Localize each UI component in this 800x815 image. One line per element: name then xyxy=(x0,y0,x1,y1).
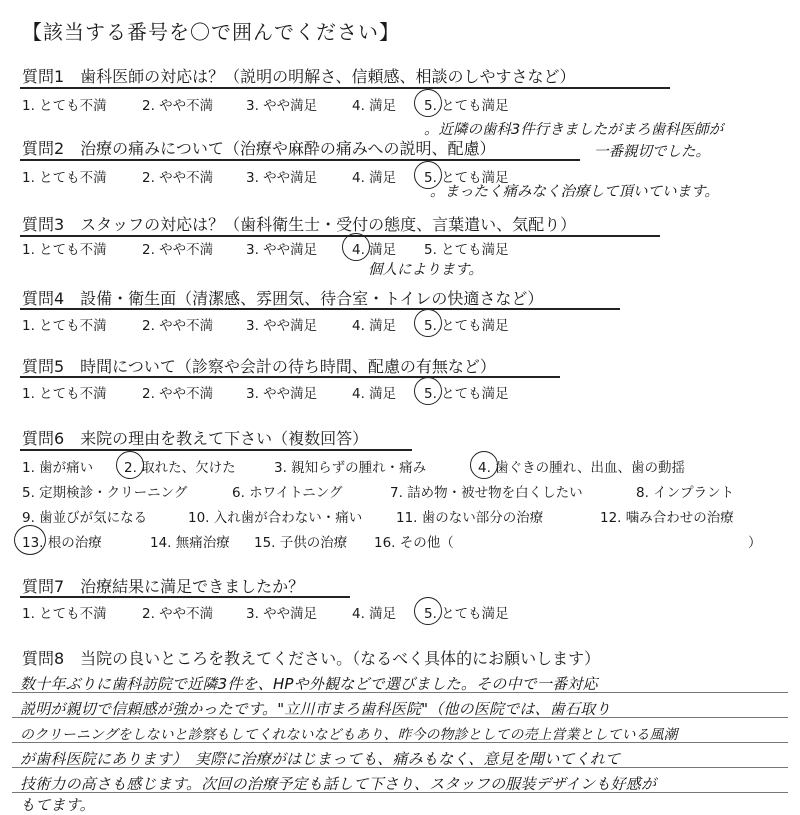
q1-underline xyxy=(20,87,670,89)
q7-option-4[interactable]: 4. 満足 xyxy=(352,606,397,622)
q5-option-5[interactable]: 5. とても満足 xyxy=(424,386,509,402)
q4-title: 質問4 設備・衛生面（清潔感、雰囲気、待合室・トイレの快適さなど） xyxy=(22,289,544,308)
q3-underline xyxy=(20,235,660,237)
q6-reason-10[interactable]: 10. 入れ歯が合わない・痛い xyxy=(188,510,363,526)
q3-selected-circle xyxy=(342,233,370,261)
q3-option-4[interactable]: 4. 満足 xyxy=(352,242,397,258)
q1-handwritten-note-1: 。近隣の歯科3件行きましたがまろ歯科医師が xyxy=(424,122,724,138)
q8-answer-line-6: もてます。 xyxy=(20,796,95,814)
q6-reason-7[interactable]: 7. 詰め物・被せ物を白くしたい xyxy=(390,485,583,501)
q2-option-3[interactable]: 3. やや満足 xyxy=(246,170,318,186)
q7-option-5[interactable]: 5. とても満足 xyxy=(424,606,509,622)
q6-reason-13[interactable]: 13. 根の治療 xyxy=(22,535,102,551)
q5-underline xyxy=(20,376,560,378)
q4-option-2[interactable]: 2. やや不満 xyxy=(142,318,214,334)
q2-handwritten-note: 。まったく痛みなく治療して頂いています。 xyxy=(430,184,719,200)
q2-option-4[interactable]: 4. 満足 xyxy=(352,170,397,186)
q7-underline xyxy=(20,596,350,598)
q6-reason-3[interactable]: 3. 親知らずの腫れ・痛み xyxy=(274,460,427,476)
q4-option-5[interactable]: 5. とても満足 xyxy=(424,318,509,334)
q1-selected-circle xyxy=(414,89,442,117)
q8-answer-line-3: のクリーニングをしないと診察もしてくれないなどもあり、昨今の物診としての売上営業としている風潮 xyxy=(20,727,678,743)
q8-answer-line-5: 技術力の高さも感じます。次回の治療予定も話して下さり、スタッフの服装デザインも好感が xyxy=(20,775,657,793)
q3-handwritten-note: 個人によります。 xyxy=(368,262,483,278)
q3-option-5[interactable]: 5. とても満足 xyxy=(424,242,509,258)
q1-option-3[interactable]: 3. やや満足 xyxy=(246,98,318,114)
q8-answer-line-4: が歯科医院にあります） 実際に治療がはじまっても、痛みもなく、意見を聞いてくれて xyxy=(20,750,621,768)
form-header: 【該当する番号を〇で囲んでください】 xyxy=(22,20,400,44)
q8-answer-line-1: 数十年ぶりに歯科訪院で近隣3件を、HPや外観などで選びました。その中で一番対応 xyxy=(20,675,598,693)
q5-option-1[interactable]: 1. とても不満 xyxy=(22,386,107,402)
q2-option-1[interactable]: 1. とても不満 xyxy=(22,170,107,186)
q1-option-1[interactable]: 1. とても不満 xyxy=(22,98,107,114)
q8-title: 質問8 当院の良いところを教えてください。（なるべく具体的にお願いします） xyxy=(22,649,601,668)
q6-reason-13-circle xyxy=(14,525,46,555)
q3-option-2[interactable]: 2. やや不満 xyxy=(142,242,214,258)
q6-reason-8[interactable]: 8. インプラント xyxy=(636,485,735,501)
q2-option-2[interactable]: 2. やや不満 xyxy=(142,170,214,186)
q5-selected-circle xyxy=(414,377,442,405)
q1-option-4[interactable]: 4. 満足 xyxy=(352,98,397,114)
q6-reason-14[interactable]: 14. 無痛治療 xyxy=(150,535,230,551)
q5-option-4[interactable]: 4. 満足 xyxy=(352,386,397,402)
q4-selected-circle xyxy=(414,309,442,337)
q6-reason-15[interactable]: 15. 子供の治療 xyxy=(254,535,348,551)
q5-title: 質問5 時間について（診察や会計の待ち時間、配慮の有無など） xyxy=(22,357,496,376)
q7-title: 質問7 治療結果に満足できましたか？ xyxy=(22,577,305,596)
q6-reason-12[interactable]: 12. 噛み合わせの治療 xyxy=(600,510,734,526)
q1-title: 質問1 歯科医師の対応は？（説明の明解さ、信頼感、相談のしやすさなど） xyxy=(22,67,576,86)
q6-reason-4-circle xyxy=(470,451,498,479)
q6-reason-6[interactable]: 6. ホワイトニング xyxy=(232,485,343,501)
q4-option-1[interactable]: 1. とても不満 xyxy=(22,318,107,334)
q2-title: 質問2 治療の痛みについて（治療や麻酔の痛みへの説明、配慮） xyxy=(22,139,496,158)
q6-title: 質問6 来院の理由を教えて下さい（複数回答） xyxy=(22,429,369,448)
q5-option-3[interactable]: 3. やや満足 xyxy=(246,386,318,402)
q3-title: 質問3 スタッフの対応は？（歯科衛生士・受付の態度、言葉遣い、気配り） xyxy=(22,215,577,234)
q6-reason-9[interactable]: 9. 歯並びが気になる xyxy=(22,510,148,526)
q7-option-1[interactable]: 1. とても不満 xyxy=(22,606,107,622)
q4-option-4[interactable]: 4. 満足 xyxy=(352,318,397,334)
q4-underline xyxy=(20,308,620,310)
q1-option-5[interactable]: 5. とても満足 xyxy=(424,98,509,114)
q6-reason-5[interactable]: 5. 定期検診・クリーニング xyxy=(22,485,188,501)
q8-answer-line-2: 説明が親切で信頼感が強かったです。"立川市まろ歯科医院"（他の医院では、歯石取り xyxy=(20,700,611,718)
q1-handwritten-note-2: 一番親切でした。 xyxy=(594,144,710,160)
q7-option-3[interactable]: 3. やや満足 xyxy=(246,606,318,622)
q6-reason-11[interactable]: 11. 歯のない部分の治療 xyxy=(396,510,544,526)
q3-option-1[interactable]: 1. とても不満 xyxy=(22,242,107,258)
q6-reason-4[interactable]: 4. 歯ぐきの腫れ、出血、歯の動揺 xyxy=(478,460,685,476)
q3-option-3[interactable]: 3. やや満足 xyxy=(246,242,318,258)
q6-reason-16[interactable]: 16. その他（ xyxy=(374,535,454,551)
q6-reason-1[interactable]: 1. 歯が痛い xyxy=(22,460,94,476)
q6-reason-2-circle xyxy=(116,451,144,479)
q2-option-5[interactable]: 5. とても満足 xyxy=(424,170,509,186)
q1-option-2[interactable]: 2. やや不満 xyxy=(142,98,214,114)
q6-underline xyxy=(20,449,412,451)
q2-underline xyxy=(20,159,580,161)
q7-selected-circle xyxy=(414,597,442,625)
q4-option-3[interactable]: 3. やや満足 xyxy=(246,318,318,334)
q7-option-2[interactable]: 2. やや不満 xyxy=(142,606,214,622)
q6-reason-2[interactable]: 2. 取れた、欠けた xyxy=(124,460,236,476)
q5-option-2[interactable]: 2. やや不満 xyxy=(142,386,214,402)
q6-other-close: ） xyxy=(748,535,762,551)
